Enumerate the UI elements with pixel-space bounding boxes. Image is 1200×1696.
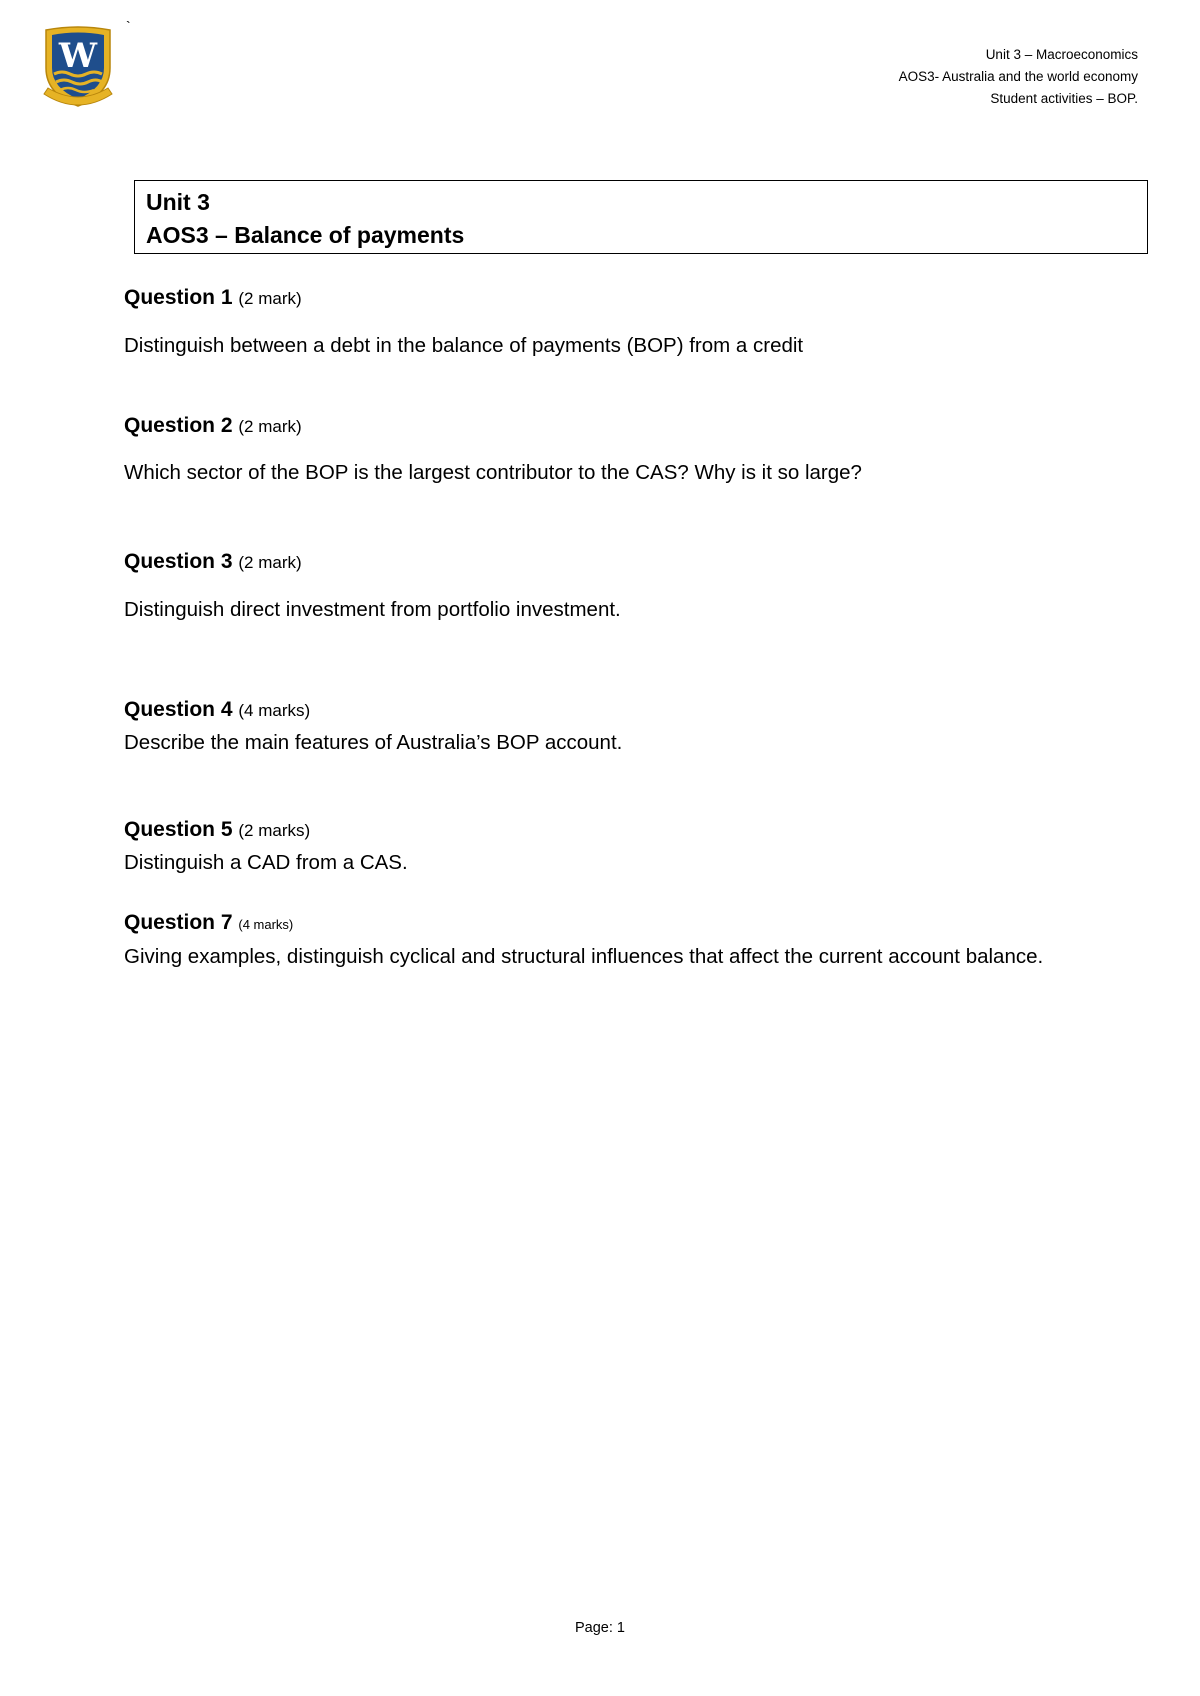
question-4-heading bbox=[124, 697, 310, 724]
question-3-heading bbox=[124, 549, 302, 576]
question-1-heading bbox=[124, 285, 302, 312]
question-7-text: Giving examples, distinguish cyclical and structural influences that affect the current account balance. bbox=[124, 945, 1044, 968]
title-unit: Unit 3 bbox=[146, 189, 210, 215]
question-marks: (4 marks) bbox=[238, 701, 311, 720]
question-marks: (2 mark) bbox=[238, 417, 302, 436]
question-2-text: Which sector of the BOP is the largest contributor to the CAS? Why is it so large? bbox=[124, 461, 862, 484]
question-title: Question 7 bbox=[124, 911, 233, 934]
question-5-heading bbox=[124, 817, 310, 844]
question-4-text: Describe the main features of Australia’s BOP account. bbox=[124, 731, 623, 754]
title-topic: AOS3 – Balance of payments bbox=[146, 222, 465, 248]
header-activities-line: Student activities – BOP. bbox=[990, 91, 1138, 106]
question-title: Question 3 bbox=[124, 550, 233, 573]
title-box bbox=[134, 180, 1148, 254]
question-title: Question 4 bbox=[124, 698, 233, 721]
question-7-heading bbox=[124, 910, 293, 938]
question-title: Question 1 bbox=[124, 286, 233, 309]
question-marks: (2 mark) bbox=[238, 289, 302, 308]
question-marks: (2 marks) bbox=[238, 821, 311, 840]
question-title: Question 2 bbox=[124, 414, 233, 437]
question-2-heading bbox=[124, 413, 302, 440]
question-1-text: Distinguish between a debt in the balance of payments (BOP) from a credit bbox=[124, 334, 804, 357]
crest-letter: W bbox=[58, 36, 98, 76]
question-5-text: Distinguish a CAD from a CAS. bbox=[124, 851, 408, 874]
question-title: Question 5 bbox=[124, 818, 233, 841]
school-crest-logo bbox=[40, 24, 116, 108]
stray-mark: ` bbox=[126, 18, 131, 34]
question-3-text: Distinguish direct investment from portfolio investment. bbox=[124, 598, 621, 621]
question-marks: (4 marks) bbox=[238, 917, 294, 932]
running-header bbox=[899, 44, 1138, 110]
question-marks: (2 mark) bbox=[238, 553, 302, 572]
header-aos-line: AOS3- Australia and the world economy bbox=[898, 69, 1138, 84]
header-unit-line: Unit 3 – Macroeconomics bbox=[985, 47, 1138, 62]
page-number: Page: 1 bbox=[575, 1620, 625, 1636]
